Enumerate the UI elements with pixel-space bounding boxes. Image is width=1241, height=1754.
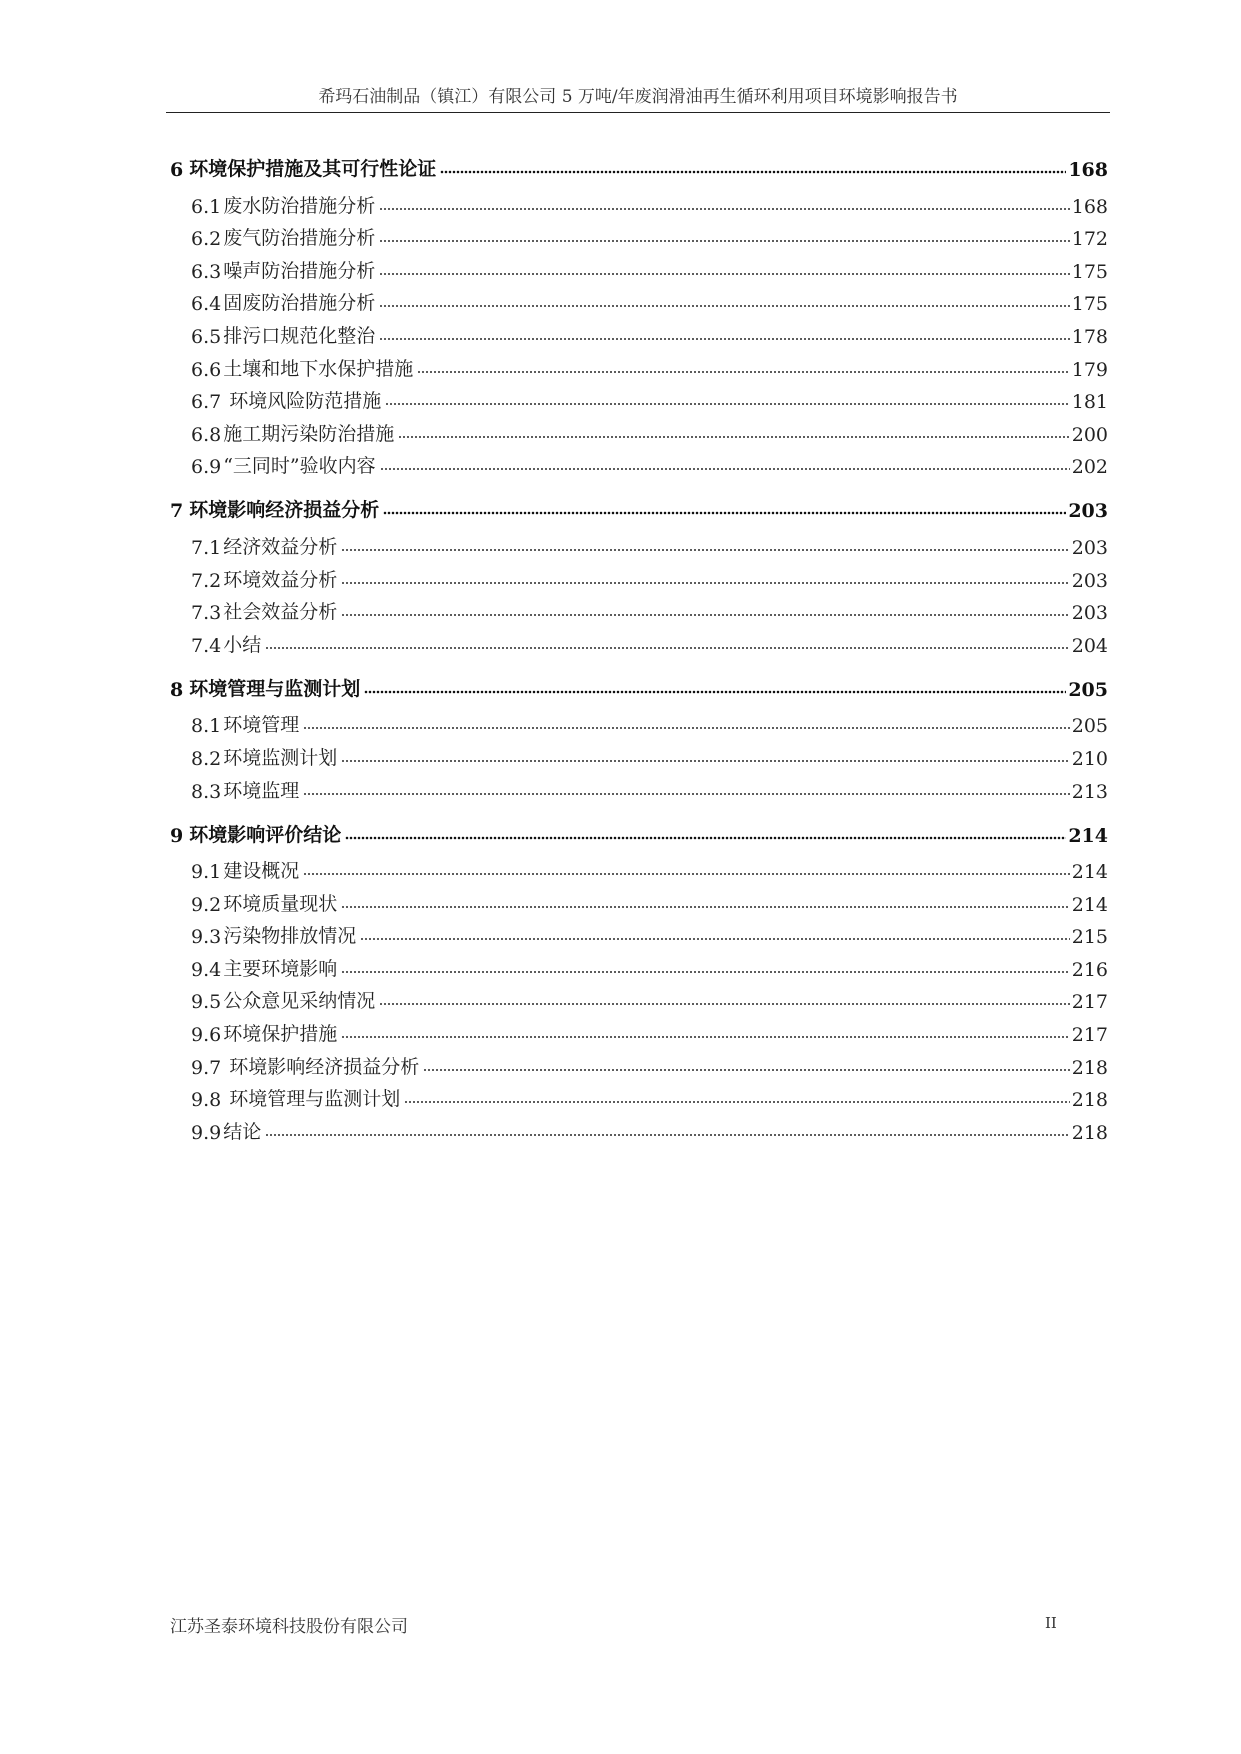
toc-dot-leader (379, 206, 1070, 212)
toc-section-6-5[interactable] (170, 315, 1108, 348)
toc-dot-leader (341, 1034, 1070, 1040)
toc-section-number: 6.9 (191, 456, 222, 479)
toc-chapter-page: 214 (1068, 824, 1108, 847)
toc-section-9-3[interactable] (170, 916, 1108, 949)
toc-section-number: 6.7 (191, 391, 222, 414)
toc-section-8-2[interactable] (170, 737, 1108, 770)
toc-dot-leader (417, 369, 1070, 375)
toc-dot-leader (379, 271, 1070, 277)
toc-chapter-number: 7 (170, 500, 184, 523)
toc-dot-leader (379, 303, 1070, 309)
toc-section-6-6[interactable] (170, 348, 1108, 381)
toc-section-9-5[interactable] (170, 981, 1108, 1014)
toc-section-7-3[interactable] (170, 592, 1108, 625)
toc-dot-leader (404, 1099, 1069, 1105)
toc-chapter-page: 203 (1068, 500, 1108, 523)
toc-dot-leader (360, 936, 1070, 942)
toc-section-page: 203 (1071, 569, 1108, 592)
toc-section-9-9[interactable] (170, 1111, 1108, 1144)
toc-chapter-number: 9 (170, 824, 184, 847)
toc-section-6-3[interactable] (170, 250, 1108, 283)
toc-section-page: 214 (1071, 861, 1108, 884)
toc-chapter-title: 环境保护措施及其可行性论证 (189, 158, 437, 180)
toc-section-page: 202 (1071, 456, 1108, 479)
toc-dot-leader (423, 1067, 1069, 1073)
toc-dot-leader (385, 401, 1069, 407)
toc-section-number: 6.3 (191, 260, 222, 283)
toc-section-6-8[interactable] (170, 413, 1108, 446)
toc-section-title: 土壤和地下水保护措施 (223, 357, 414, 380)
toc-dot-leader (303, 791, 1070, 797)
toc-section-number: 9.8 (191, 1089, 222, 1112)
toc-chapter-number: 6 (170, 159, 184, 181)
toc-dot-leader (383, 510, 1066, 516)
toc-section-number: 7.2 (191, 569, 222, 592)
toc-section-number: 6.6 (191, 358, 222, 381)
toc-section-title: 环境风险防范措施 (223, 390, 382, 413)
toc-dot-leader (303, 725, 1070, 731)
toc-chapter-title: 环境影响评价结论 (189, 823, 342, 846)
toc-section-page: 203 (1071, 602, 1108, 625)
toc-dot-leader (380, 466, 1070, 472)
toc-section-7-4[interactable] (170, 624, 1108, 657)
toc-section-page: 168 (1071, 195, 1108, 218)
toc-section-number: 9.9 (191, 1121, 222, 1144)
toc-section-9-7[interactable] (170, 1046, 1108, 1079)
toc-dot-leader (265, 645, 1070, 651)
toc-section-number: 6.4 (191, 293, 222, 316)
toc-section-page: 178 (1071, 325, 1108, 348)
toc-section-page: 218 (1071, 1121, 1108, 1144)
toc-section-title: “三同时”验收内容 (223, 455, 376, 478)
toc-section-title: 建设概况 (223, 860, 300, 883)
toc-chapter-page: 205 (1068, 678, 1108, 701)
toc-section-number: 8.2 (191, 747, 222, 770)
toc-section-7-1[interactable] (170, 526, 1108, 559)
toc-section-page: 203 (1071, 536, 1108, 559)
toc-section-title: 小结 (223, 633, 262, 656)
toc-section-title: 环境管理与监测计划 (223, 1088, 401, 1111)
footer-company: 江苏圣泰环境科技股份有限公司 (170, 1617, 408, 1637)
toc-section-page: 179 (1071, 358, 1108, 381)
toc-chapter-9[interactable] (170, 814, 1108, 847)
toc-dot-leader (379, 336, 1070, 342)
toc-dot-leader (341, 580, 1070, 586)
toc-section-number: 7.4 (191, 634, 222, 657)
toc-section-page: 216 (1071, 958, 1108, 981)
toc-dot-leader (440, 169, 1066, 175)
toc-section-number: 6.2 (191, 228, 222, 251)
toc-section-title: 废气防治措施分析 (223, 227, 376, 250)
toc-section-page: 204 (1071, 634, 1108, 657)
toc-section-6-7[interactable] (170, 381, 1108, 414)
toc-dot-leader (345, 835, 1066, 841)
toc-section-number: 9.2 (191, 893, 222, 916)
toc-section-title: 环境监测计划 (223, 746, 338, 769)
toc-dot-leader (341, 904, 1070, 910)
toc-section-page: 213 (1071, 780, 1108, 803)
toc-section-6-1[interactable] (170, 185, 1108, 218)
toc-chapter-title: 环境影响经济损益分析 (189, 499, 380, 522)
toc-dot-leader (341, 547, 1070, 553)
toc-section-title: 结论 (223, 1120, 262, 1143)
toc-dot-leader (364, 689, 1066, 695)
toc-chapter-number: 8 (170, 678, 184, 701)
toc-section-page: 218 (1071, 1056, 1108, 1079)
toc-dot-leader (341, 969, 1070, 975)
toc-dot-leader (379, 238, 1070, 244)
toc-section-title: 环境管理 (223, 714, 300, 737)
toc-section-number: 9.3 (191, 926, 222, 949)
toc-section-6-4[interactable] (170, 283, 1108, 316)
toc-section-title: 废水防治措施分析 (223, 194, 376, 217)
toc-section-title: 社会效益分析 (223, 601, 338, 624)
toc-section-number: 9.6 (191, 1024, 222, 1047)
toc-section-number: 9.5 (191, 991, 222, 1014)
toc-section-title: 施工期污染防治措施 (223, 422, 395, 445)
toc-section-9-6[interactable] (170, 1013, 1108, 1046)
toc-section-page: 205 (1071, 715, 1108, 738)
toc-section-7-2[interactable] (170, 559, 1108, 592)
toc-chapter-title: 环境管理与监测计划 (189, 677, 361, 700)
toc-dot-leader (265, 1132, 1070, 1138)
toc-section-page: 175 (1071, 293, 1108, 316)
toc-section-title: 固废防治措施分析 (223, 292, 376, 315)
toc-dot-leader (303, 871, 1070, 877)
toc-section-title: 环境影响经济损益分析 (223, 1055, 420, 1078)
toc-chapter-8[interactable] (170, 668, 1108, 701)
toc-dot-leader (341, 612, 1070, 618)
toc-section-title: 环境监理 (223, 779, 300, 802)
toc-section-number: 7.1 (191, 536, 222, 559)
toc-section-page: 218 (1071, 1089, 1108, 1112)
toc-section-9-4[interactable] (170, 948, 1108, 981)
toc-section-number: 9.1 (191, 861, 222, 884)
toc-section-page: 217 (1071, 991, 1108, 1014)
toc-section-number: 9.7 (191, 1056, 222, 1079)
toc-section-page: 172 (1071, 228, 1108, 251)
toc-section-page: 214 (1071, 893, 1108, 916)
toc-section-6-2[interactable] (170, 218, 1108, 251)
toc-section-number: 8.3 (191, 780, 222, 803)
toc-dot-leader (398, 434, 1070, 440)
toc-section-title: 经济效益分析 (223, 535, 338, 558)
toc-section-title: 污染物排放情况 (223, 925, 357, 948)
toc-section-title: 排污口规范化整治 (223, 324, 376, 347)
toc-dot-leader (341, 758, 1070, 764)
header-divider (166, 112, 1110, 113)
toc-section-9-1[interactable] (170, 851, 1108, 884)
toc-chapter-page: 168 (1068, 159, 1108, 181)
toc-section-number: 6.5 (191, 325, 222, 348)
toc-section-title: 环境保护措施 (223, 1023, 338, 1046)
footer-page-number: II (1045, 1614, 1057, 1632)
page-header-title: 希玛石油制品（镇江）有限公司 5 万吨/年废润滑油再生循环利用项目环境影响报告书 (318, 87, 958, 107)
toc-section-6-9[interactable] (170, 446, 1108, 479)
toc-section-page: 181 (1071, 391, 1108, 414)
toc-section-number: 8.1 (191, 715, 222, 738)
toc-section-title: 公众意见采纳情况 (223, 990, 376, 1013)
toc-section-9-8[interactable] (170, 1079, 1108, 1112)
toc-section-page: 217 (1071, 1024, 1108, 1047)
toc-chapter-7[interactable] (170, 489, 1108, 522)
toc-section-8-1[interactable] (170, 705, 1108, 738)
toc-section-page: 200 (1071, 423, 1108, 446)
toc-section-number: 6.8 (191, 423, 222, 446)
toc-section-title: 主要环境影响 (223, 957, 338, 980)
toc-dot-leader (379, 1001, 1070, 1007)
toc-section-number: 6.1 (191, 195, 222, 218)
table-of-contents (170, 148, 1108, 1144)
toc-chapter-6[interactable] (170, 148, 1108, 181)
toc-section-page: 215 (1071, 926, 1108, 949)
toc-section-page: 175 (1071, 260, 1108, 283)
toc-section-title: 环境效益分析 (223, 568, 338, 591)
toc-section-9-2[interactable] (170, 883, 1108, 916)
toc-section-number: 9.4 (191, 958, 222, 981)
toc-section-page: 210 (1071, 747, 1108, 770)
toc-section-number: 7.3 (191, 602, 222, 625)
toc-section-title: 环境质量现状 (223, 892, 338, 915)
toc-section-title: 噪声防治措施分析 (223, 259, 376, 282)
toc-section-8-3[interactable] (170, 770, 1108, 803)
